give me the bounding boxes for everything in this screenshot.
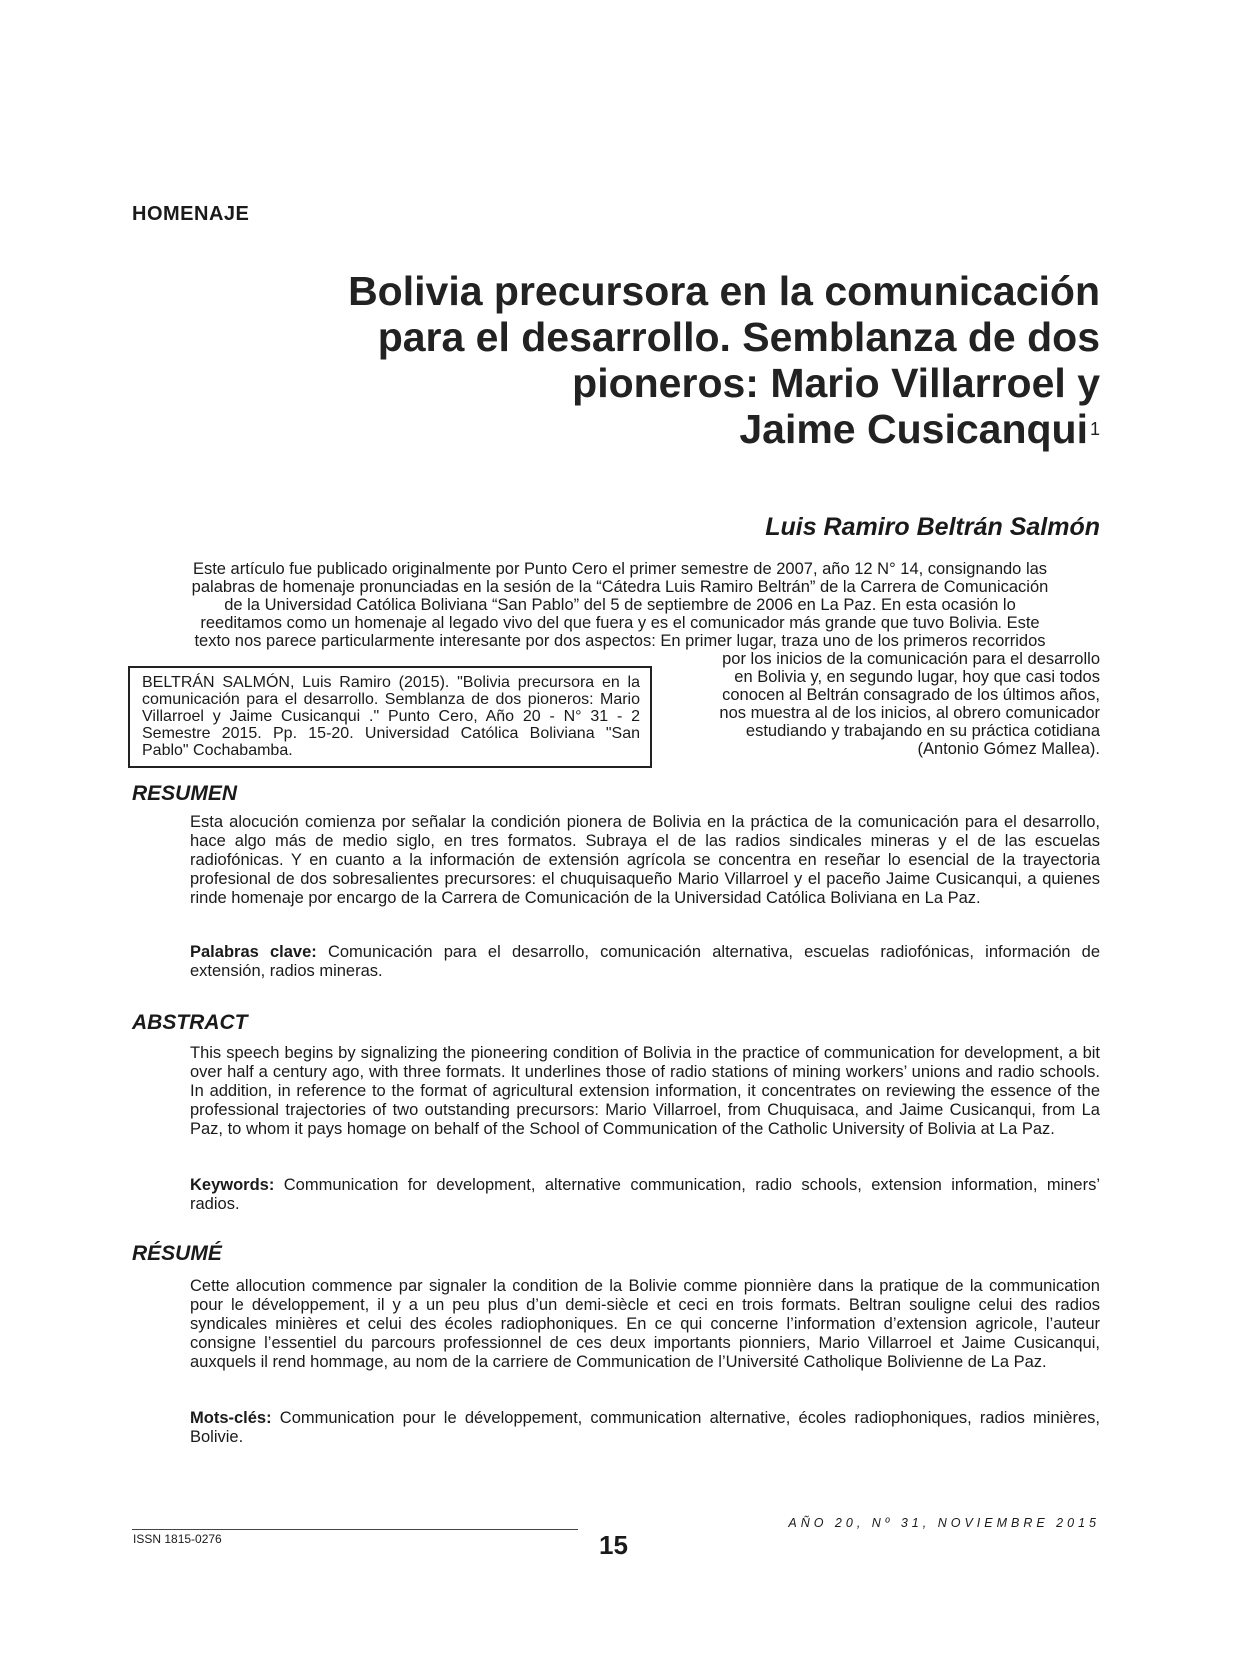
title-line: Bolivia precursora en la comunicación bbox=[348, 268, 1100, 314]
footer-rule bbox=[132, 1529, 578, 1530]
keywords-text: Communication for development, alternative communication, radio schools, extension information, miners’ radios. bbox=[190, 1176, 1100, 1213]
citation-box: BELTRÁN SALMÓN, Luis Ramiro (2015). "Bolivia precursora en la comunicación para el desarrollo. Semblanza de dos pioneros: Mario Villarroel y Jaime Cusicanqui ." Punto Cero, Año 20 - N° 31 - 2 Semestre 2015. Pp. 15-20. Universidad Católica Boliviana "San Pablo" Cochabamba. bbox=[128, 666, 652, 768]
intro-paragraph bbox=[140, 560, 1100, 650]
intro-line: por los inicios de la comunicación para el desarrollo bbox=[722, 650, 1100, 668]
intro-line: estudiando y trabajando en su práctica cotidiana bbox=[745, 722, 1100, 740]
article-title bbox=[250, 268, 1100, 452]
resume-text: Cette allocution commence par signaler la condition de la Bolivie comme pionnière dans la pratique de la communication pour le développement, il y a un peu plus d’un demi-siècle et ceci en trois formats. Beltran souligne celui des radios syndicales minières et celui des écoles radiophoniques. En ce qui concerne l’information d’extension agricole, l’auteur consigne l’essentiel du parcours professionnel de ces deux importants pionniers, Mario Villarroel et Jaime Cusicanqui, auxquels il rend hommage, au nom de la carriere de Communication de l’Université Catholique Bolivienne de La Paz. bbox=[190, 1277, 1100, 1371]
resumen-text: Esta alocución comienza por señalar la condición pionera de Bolivia en la práctica de la comunicación para el desarrollo, hace algo más de medio siglo, en tres formatos. Subraya el de las radios sindicales mineras y el de las escuelas radiofónicas. Y en cuanto a la información de extensión agrícola se concentra en reseñar lo esencial de la trayectoria profesional de dos sobresalientes precursores: el chuquisaqueño Mario Villarroel y el paceño Jaime Cusicanqui, a quienes rinde homenaje por encargo de la Carrera de Comunicación de la Universidad Católica Boliviana en La Paz. bbox=[190, 813, 1100, 907]
abstract-keywords bbox=[190, 1176, 1100, 1214]
intro-line: palabras de homenaje pronunciadas en la sesión de la “Cátedra Luis Ramiro Beltrán” de la Carrera de Comunicación bbox=[191, 578, 1049, 596]
resumen-heading: RESUMEN bbox=[132, 782, 238, 805]
resumen-keywords bbox=[190, 943, 1100, 981]
keywords-label: Palabras clave: bbox=[190, 943, 317, 961]
author-name: Luis Ramiro Beltrán Salmón bbox=[765, 513, 1100, 541]
title-line: pioneros: Mario Villarroel y bbox=[572, 360, 1100, 406]
intro-line: nos muestra al de los inicios, al obrero comunicador bbox=[719, 704, 1100, 722]
section-label: HOMENAJE bbox=[132, 203, 250, 225]
title-line: para el desarrollo. Semblanza de dos bbox=[377, 314, 1100, 360]
issn: ISSN 1815-0276 bbox=[133, 1532, 222, 1546]
keywords-text: Comunicación para el desarrollo, comunicación alternativa, escuelas radiofónicas, información de extensión, radios mineras. bbox=[190, 943, 1100, 980]
title-line: Jaime Cusicanqui bbox=[739, 406, 1088, 452]
keywords-label: Keywords: bbox=[190, 1176, 275, 1194]
intro-line: (Antonio Gómez Mallea). bbox=[917, 740, 1100, 758]
abstract-heading: ABSTRACT bbox=[132, 1011, 248, 1034]
abstract-text: This speech begins by signalizing the pioneering condition of Bolivia in the practice of communication for development, a bit over half a century ago, with three formats. It underlines those of radio stations of mining workers’ unions and radio schools. In addition, in reference to the format of agricultural extension information, it concentrates on reviewing the essence of the professional trajectories of two outstanding precursors: Mario Villarroel, from Chuquisaca, and Jaime Cusicanqui, from La Paz, to whom it pays homage on behalf of the School of Communication of the Catholic University of Bolivia at La Paz. bbox=[190, 1044, 1100, 1138]
intro-line: conocen al Beltrán consagrado de los últimos años, bbox=[722, 686, 1100, 704]
title-line-last bbox=[250, 406, 1100, 452]
page-number: 15 bbox=[599, 1530, 628, 1560]
intro-line: en Bolivia y, en segundo lugar, hoy que casi todos bbox=[734, 668, 1100, 686]
resume-heading: RÉSUMÉ bbox=[132, 1242, 222, 1265]
intro-continuation bbox=[650, 650, 1100, 758]
footnote-mark: 1 bbox=[1089, 419, 1100, 439]
keywords-text: Communication pour le développement, communication alternative, écoles radiophoniques, radios minières, Bolivie. bbox=[190, 1409, 1100, 1446]
keywords-label: Mots-clés: bbox=[190, 1409, 272, 1427]
intro-line: reeditamos como un homenaje al legado vivo del que fuera y es el comunicador más grande que tuvo Bolivia. Este bbox=[200, 614, 1040, 632]
intro-line: de la Universidad Católica Boliviana “San Pablo” del 5 de septiembre de 2006 en La Paz. En esta ocasión lo bbox=[224, 596, 1016, 614]
intro-line: texto nos parece particularmente interesante por dos aspectos: En primer lugar, traza uno de los primeros recorridos bbox=[194, 632, 1046, 650]
intro-line: Este artículo fue publicado originalmente por Punto Cero el primer semestre de 2007, año 12 N° 14, consignando las bbox=[192, 560, 1048, 578]
issue-info: AÑO 20, Nº 31, NOVIEMBRE 2015 bbox=[788, 1516, 1100, 1530]
resume-keywords bbox=[190, 1409, 1100, 1447]
